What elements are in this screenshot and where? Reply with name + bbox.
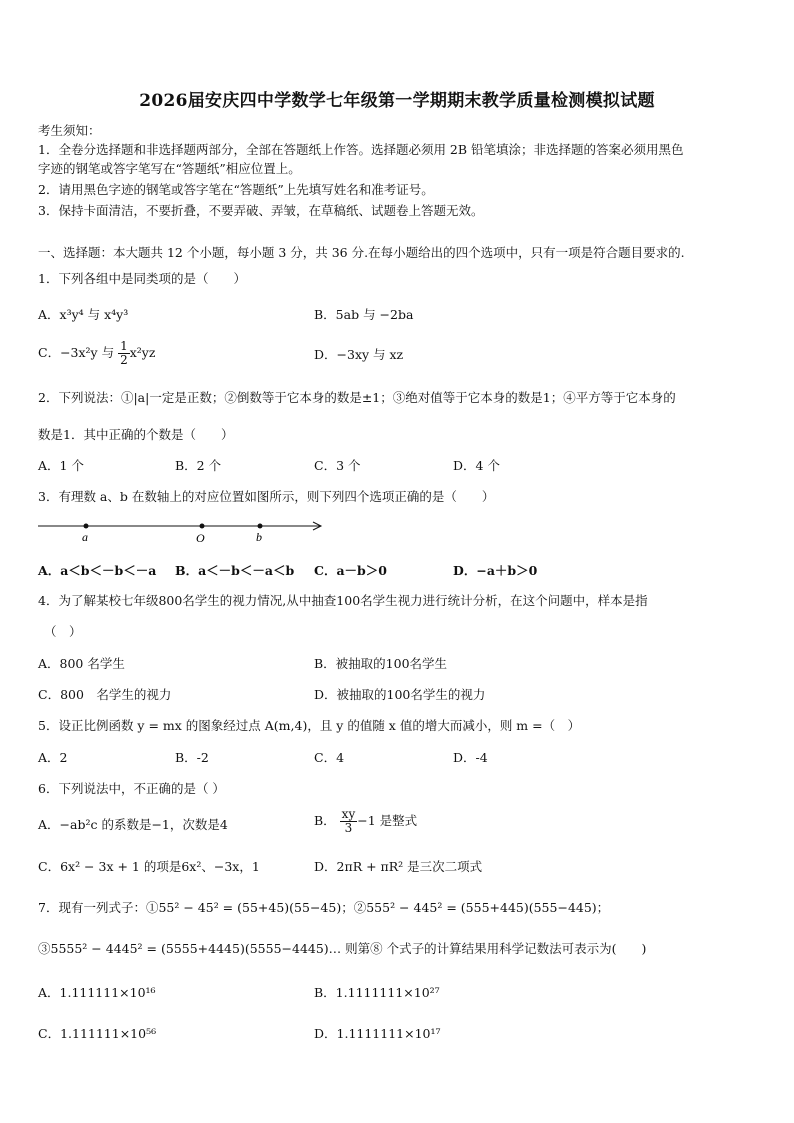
notice-heading: 考生须知： (38, 123, 101, 138)
q1-option-b: B．5ab 与 −2ba (314, 307, 414, 322)
question-2-stem-line-1: 2．下列说法：①|a|一定是正数；②倒数等于它本身的数是±1；③绝对值等于它本身的数是1；④平方等于它本身的 (38, 390, 676, 405)
q7-option-b: B．1.1111111×10²⁷ (314, 985, 440, 1000)
q5-option-b: B．-2 (175, 750, 209, 765)
q6-option-b (314, 808, 417, 835)
q2-option-d: D．4 个 (453, 458, 500, 473)
point-b-label: b (256, 530, 262, 544)
question-2-stem-line-2: 数是1．其中正确的个数是（ ） (38, 427, 234, 442)
q1-option-a: A．x³y⁴ 与 x⁴y³ (38, 307, 129, 322)
question-4-stem-line-1: 4．为了解某校七年级800名学生的视力情况,从中抽查100名学生视力进行统计分析，在这个问题中，样本是指 (38, 593, 648, 608)
point-a-marker (84, 524, 89, 529)
q1-option-c-denominator: 2 (120, 353, 128, 367)
number-line-figure (34, 514, 334, 546)
q2-option-a: A．1 个 (38, 458, 84, 473)
q6-option-c: C．6x² − 3x + 1 的项是6x²、−3x，1 (38, 859, 260, 874)
q5-option-c: C．4 (314, 750, 345, 765)
page-title: 2026届安庆四中学数学七年级第一学期期末教学质量检测模拟试题 (139, 91, 655, 111)
q6-option-b-denominator: 3 (344, 821, 353, 835)
question-4-stem-line-2: （ ） (44, 624, 82, 639)
q1-option-c-post: x²yz (129, 345, 156, 360)
question-7-stem-line-1: 7．现有一列式子：①55² − 45² = (55+45)(55−45)；②555² − 445² = (555+445)(555−445)； (38, 900, 610, 915)
question-3-stem: 3．有理数 a、b 在数轴上的对应位置如图所示，则下列四个选项正确的是（ ） (38, 489, 495, 504)
q5-option-a: A．2 (38, 750, 68, 765)
q3-option-c: C．a－b＞0 (314, 563, 387, 578)
q6-option-b-fraction (340, 808, 358, 835)
section-heading: 一、选择题：本大题共 12 个小题，每小题 3 分，共 36 分.在每小题给出的四个选项中，只有一项是符合题目要求的. (38, 245, 685, 260)
q3-option-b: B．a＜－b＜－a＜b (175, 563, 295, 578)
notice-item-3: 3．保持卡面清洁，不要折叠，不要弄破、弄皱，在草稿纸、试题卷上答题无效。 (38, 203, 484, 218)
question-7-stem-line-2: ③5555² − 4445² = (5555+4445)(5555−4445)… 则第⑧ 个式子的计算结果用科学记数法可表示为( ) (38, 941, 647, 956)
q1-option-c-numerator: 1 (120, 339, 128, 353)
q4-option-c: C．800 名学生的视力 (38, 687, 172, 702)
q4-option-a: A．800 名学生 (38, 656, 125, 671)
notice-item-2: 2．请用黑色字迹的钢笔或答字笔在“答题纸”上先填写姓名和准考证号。 (38, 182, 434, 197)
q5-option-d: D．-4 (453, 750, 488, 765)
notice-item-1-cont: 字迹的钢笔或答字笔写在“答题纸”相应位置上。 (38, 161, 301, 176)
q2-option-b: B．2 个 (175, 458, 222, 473)
q3-option-d: D．−a＋b＞0 (453, 563, 538, 578)
notice-item-1: 1．全卷分选择题和非选择题两部分，全部在答题纸上作答。选择题必须用 2B 铅笔填涂；非选择题的答案必须用黑色 (38, 142, 684, 157)
point-o-label: O (196, 531, 205, 545)
q1-option-d: D．−3xy 与 xz (314, 347, 404, 362)
q4-option-d: D．被抽取的100名学生的视力 (314, 687, 486, 702)
q7-option-a: A．1.111111×10¹⁶ (38, 985, 156, 1000)
question-1-stem: 1．下列各组中是同类项的是（ ） (38, 271, 246, 286)
q6-option-b-pre: B． (314, 813, 336, 828)
q1-option-c-fraction (118, 340, 130, 367)
q1-option-c-pre: C．−3x²y 与 (38, 345, 115, 360)
q7-option-c: C．1.111111×10⁵⁶ (38, 1026, 157, 1041)
q4-option-b: B．被抽取的100名学生 (314, 656, 448, 671)
q1-option-c (38, 340, 155, 367)
q6-option-b-numerator: xy (341, 807, 356, 821)
question-5-stem: 5．设正比例函数 y = mx 的图象经过点 A(m,4)，且 y 的值随 x 值的增大而减小，则 m =（ ） (38, 718, 581, 733)
point-o-marker (200, 524, 205, 529)
q3-option-a: A．a＜b＜－b＜－a (38, 563, 157, 578)
q6-option-b-post: −1 是整式 (357, 813, 418, 828)
q6-option-a: A．−ab²c 的系数是−1，次数是4 (38, 817, 228, 832)
q2-option-c: C．3 个 (314, 458, 361, 473)
point-a-label: a (82, 530, 88, 544)
q7-option-d: D．1.1111111×10¹⁷ (314, 1026, 441, 1041)
point-b-marker (258, 524, 263, 529)
q6-option-d: D．2πR + πR² 是三次二项式 (314, 859, 483, 874)
question-6-stem: 6．下列说法中，不正确的是（ ） (38, 781, 225, 796)
